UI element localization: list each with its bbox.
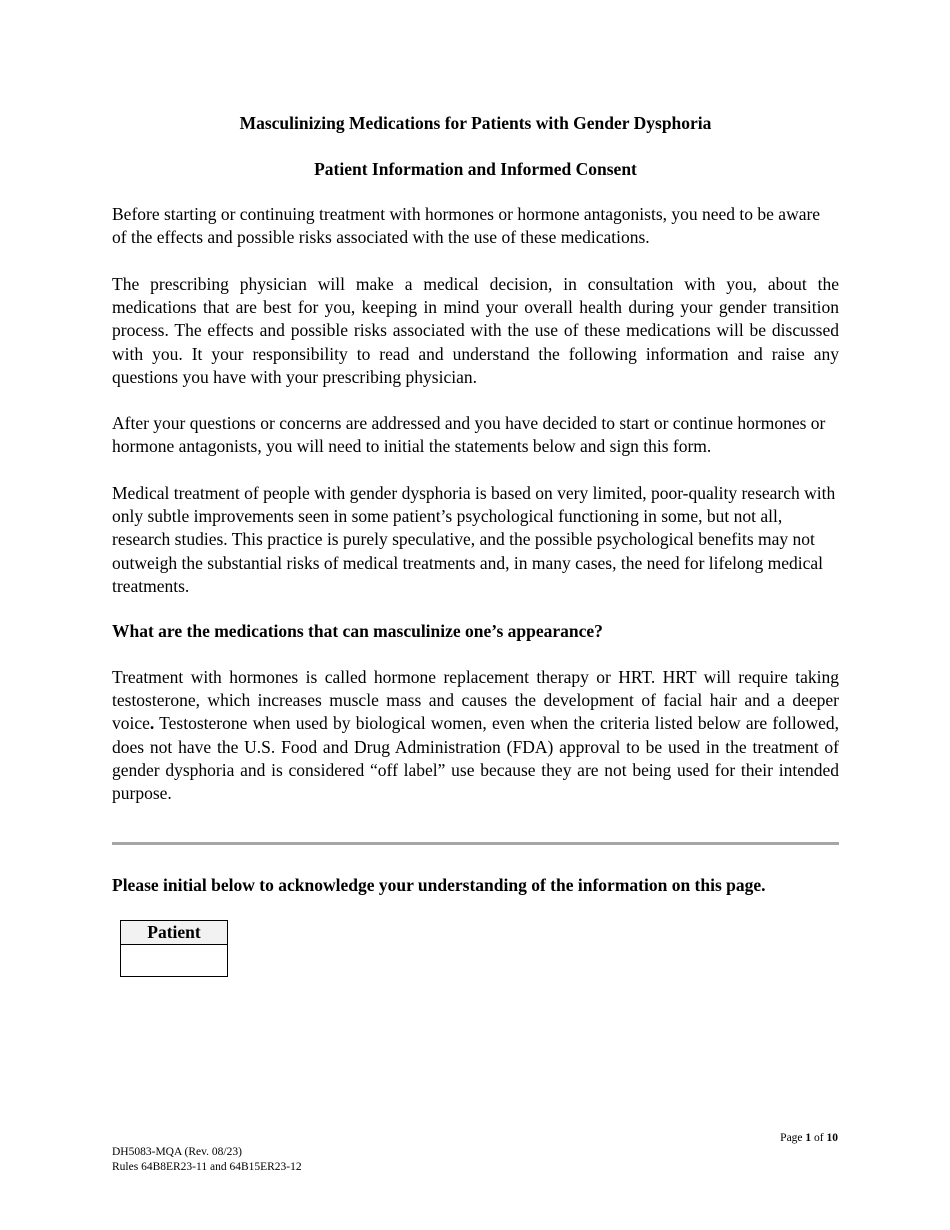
footer-form-info (112, 1145, 302, 1174)
rules-reference: Rules 64B8ER23-11 and 64B15ER23-12 (112, 1160, 302, 1173)
page-current: 1 (805, 1132, 812, 1144)
intro-paragraph: Before starting or continuing treatment with hormones or hormone antagonists, you need to be aware of the effects and possible risks associated with the use of these medications. (112, 204, 821, 248)
hrt-paragraph (112, 666, 839, 805)
hrt-paragraph-part1: Treatment with hormones is called hormone replacement therapy or HRT. HRT will require taking testosterone, which increases muscle mass and causes the development of facial hair and a deeper voice (112, 667, 839, 734)
hrt-paragraph-part2: Testosterone when used by biological women, even when the criteria listed below are followed, does not have the U.S. Food and Drug Administration (FDA) approval to be used in the treatment of gender dysphoria and is considered “off label” use because they are not being used for their intended purpose. (112, 713, 839, 804)
acknowledge-text: Please initial below to acknowledge your understanding of the information on this page. (112, 875, 766, 895)
section-heading: What are the medications that can masculinize one’s appearance? (112, 621, 603, 641)
page-of: of (814, 1132, 824, 1144)
initial-instructions-paragraph: After your questions or concerns are addressed and you have decided to start or continue hormones or hormone antagonists, you will need to initial the statements below and sign this form. (112, 413, 826, 457)
page-total: 10 (826, 1132, 838, 1144)
patient-initial-box (120, 920, 228, 977)
research-paragraph: Medical treatment of people with gender dysphoria is based on very limited, poor-quality research with only subtle improvements seen in some patient’s psychological functioning in some, but not all, research studies. This practice is purely speculative, and the possible psychological benefits may not outweigh the substantial risks of medical treatments and, in many cases, the need for lifelong medical treatments. (112, 483, 836, 596)
physician-paragraph: The prescribing physician will make a medical decision, in consultation with you, about the medications that are best for you, keeping in mind your overall health during your gender transition process. The effects and possible risks associated with the use of these medications will be discussed with you. It your responsibility to read and understand the following information and raise any questions you have with your prescribing physician. (112, 274, 839, 387)
section-divider (112, 842, 839, 845)
document-title: Masculinizing Medications for Patients with Gender Dysphoria (239, 113, 712, 133)
document-subtitle: Patient Information and Informed Consent (314, 159, 637, 179)
page-label: Page (780, 1132, 803, 1144)
form-number: DH5083-MQA (Rev. 08/23) (112, 1146, 242, 1158)
patient-initial-field[interactable] (121, 945, 227, 976)
patient-initial-header: Patient (121, 921, 227, 945)
hrt-paragraph-bold-period: . (149, 713, 155, 734)
page-number (780, 1131, 838, 1146)
